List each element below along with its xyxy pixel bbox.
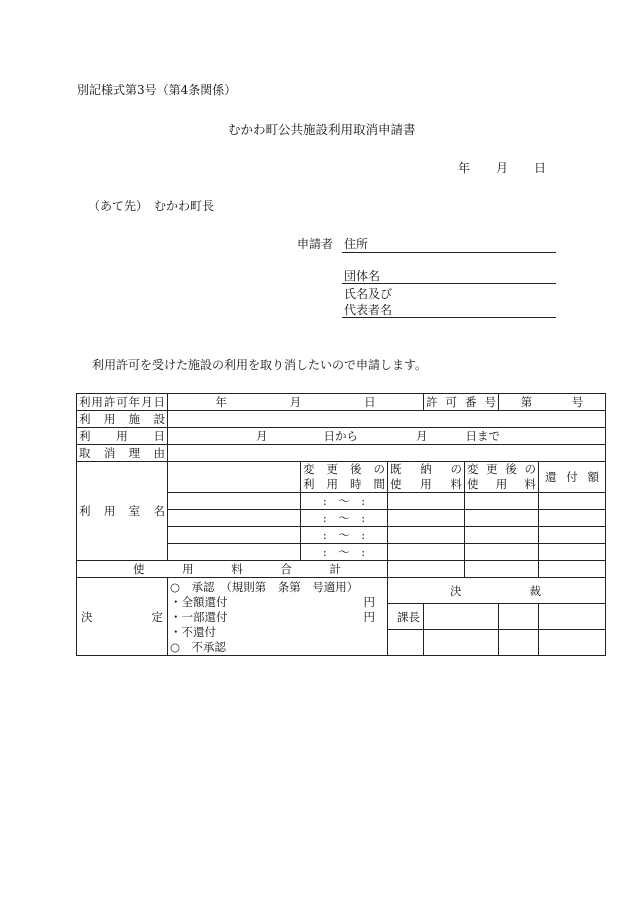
- changed-time-header: [301, 462, 388, 493]
- use-date-row: [77, 428, 606, 445]
- address-field[interactable]: [342, 252, 556, 253]
- refund-field[interactable]: [539, 527, 606, 544]
- group-name-label: 団体名: [344, 269, 381, 283]
- total-changed-fee-field[interactable]: [465, 561, 539, 578]
- partial-refund-unit: 円: [363, 610, 375, 624]
- time-range-field[interactable]: : 〜 :: [301, 510, 388, 527]
- permit-number-label: 許 可 番 号: [424, 394, 499, 411]
- permit-date-label: 利用許可年月日: [77, 394, 168, 411]
- date-month: 月: [496, 161, 509, 175]
- paid-fee-label-2: 使用料: [390, 477, 462, 491]
- section-chief-seal[interactable]: [388, 630, 424, 656]
- approval-seal-4[interactable]: [539, 630, 606, 656]
- room-name-field-4[interactable]: [168, 527, 301, 544]
- use-date-label: 利用日: [77, 428, 168, 445]
- application-table: [76, 393, 606, 656]
- no-refund-option[interactable]: ・不還付: [170, 625, 216, 639]
- addressee: （あて先） むかわ町長: [88, 199, 215, 213]
- approval-label: 決裁: [450, 583, 541, 598]
- date-day: 日: [534, 161, 547, 175]
- total-refund-field[interactable]: [539, 561, 606, 578]
- form-id: 別記様式第3号（第4条関係）: [77, 83, 237, 97]
- room-header-row: [77, 462, 606, 493]
- total-paid-fee-field[interactable]: [388, 561, 465, 578]
- refund-field[interactable]: [539, 544, 606, 561]
- total-label: 使用料合計: [77, 561, 388, 578]
- permit-number-suffix: 号: [571, 395, 584, 409]
- partial-refund-label: ・一部還付: [170, 610, 228, 624]
- paid-fee-field[interactable]: [388, 493, 465, 510]
- changed-fee-field[interactable]: [465, 510, 539, 527]
- time-range-field[interactable]: : 〜 :: [301, 493, 388, 510]
- use-date-from: 日から: [323, 429, 358, 443]
- facility-field[interactable]: [168, 411, 606, 428]
- approval-role-4: [539, 604, 606, 630]
- approval-header-row: [77, 578, 606, 604]
- room-name-field-3[interactable]: [168, 510, 301, 527]
- approval-seal-2[interactable]: [424, 630, 499, 656]
- permit-day: 日: [364, 395, 376, 409]
- refund-header: 還付額: [539, 462, 606, 493]
- application-statement: 利用許可を受けた施設の利用を取り消したいので申請します。: [92, 358, 428, 372]
- approve-option[interactable]: ○ 承認 （規則第 条第 号適用）: [170, 580, 359, 594]
- permit-date-field[interactable]: [168, 394, 424, 411]
- decision-label: 決定: [77, 578, 168, 656]
- approval-seal-3[interactable]: [499, 630, 539, 656]
- reject-option[interactable]: ○ 不承認: [170, 640, 227, 654]
- representative-name-field[interactable]: [342, 317, 556, 318]
- paid-fee-field[interactable]: [388, 527, 465, 544]
- paid-fee-header: [388, 462, 465, 493]
- permit-year: 年: [215, 395, 227, 409]
- reason-field[interactable]: [168, 445, 606, 462]
- partial-refund-option[interactable]: [170, 610, 385, 625]
- use-date-month1: 月: [256, 429, 268, 443]
- facility-label: 利用施設: [77, 411, 168, 428]
- decision-options: [168, 578, 388, 656]
- approval-role-2: [424, 604, 499, 630]
- address-label: 住所: [344, 237, 369, 251]
- changed-fee-header: [465, 462, 539, 493]
- reason-row: [77, 445, 606, 462]
- changed-fee-field[interactable]: [465, 544, 539, 561]
- name-label-line1: 氏名及び: [344, 287, 393, 301]
- use-date-field[interactable]: [168, 428, 606, 445]
- group-name-field[interactable]: [342, 283, 556, 284]
- facility-row: [77, 411, 606, 428]
- approval-role-3: [499, 604, 539, 630]
- changed-time-label-2: 利用時間: [303, 477, 385, 491]
- room-name-field-2[interactable]: [168, 493, 301, 510]
- room-name-field-1[interactable]: [168, 462, 301, 493]
- changed-fee-label-2: 使用料: [467, 477, 536, 491]
- permit-date-row: [77, 394, 606, 411]
- use-date-month2: 月: [416, 429, 428, 443]
- application-date: [458, 162, 546, 174]
- document-title: むかわ町公共施設利用取消申請書: [228, 122, 416, 137]
- permit-month: 月: [289, 395, 302, 409]
- use-date-until: 日まで: [465, 429, 500, 443]
- time-range-field[interactable]: : 〜 :: [301, 544, 388, 561]
- applicant-label: 申請者: [297, 237, 334, 251]
- full-refund-option[interactable]: [170, 595, 385, 610]
- full-refund-label: ・全額還付: [170, 595, 228, 609]
- name-label-line2: 代表者名: [344, 303, 393, 317]
- changed-fee-field[interactable]: [465, 527, 539, 544]
- room-label: 利用室名: [77, 462, 168, 561]
- changed-fee-label-1: 変更後の: [467, 462, 536, 476]
- changed-fee-field[interactable]: [465, 493, 539, 510]
- paid-fee-label-1: 既納の: [390, 462, 462, 476]
- permit-number-prefix: 第: [520, 395, 533, 409]
- reason-label: 取消理由: [77, 445, 168, 462]
- room-name-field-5[interactable]: [168, 544, 301, 561]
- changed-time-label-1: 変更後の: [303, 462, 385, 476]
- time-range-field[interactable]: : 〜 :: [301, 527, 388, 544]
- permit-number-field[interactable]: [499, 394, 606, 411]
- refund-field[interactable]: [539, 510, 606, 527]
- paid-fee-field[interactable]: [388, 544, 465, 561]
- section-chief-label: 課長: [388, 604, 424, 630]
- full-refund-unit: 円: [363, 595, 375, 609]
- refund-field[interactable]: [539, 493, 606, 510]
- approval-header: [388, 578, 606, 604]
- paid-fee-field[interactable]: [388, 510, 465, 527]
- total-row: [77, 561, 606, 578]
- date-year: 年: [458, 161, 471, 175]
